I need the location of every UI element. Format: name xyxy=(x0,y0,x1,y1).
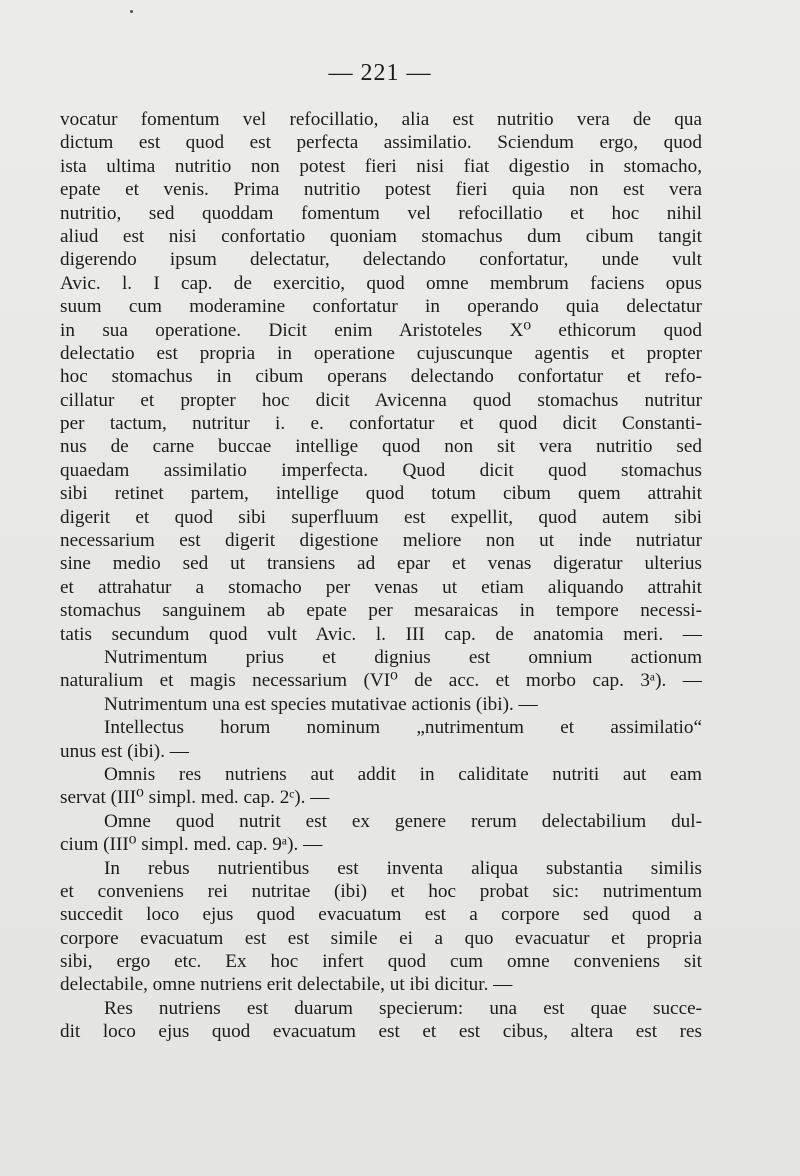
ink-speck xyxy=(130,10,133,13)
text-line: naturalium et magis necessarium (VI⁰ de acc. et morbo cap. 3ᵃ). — xyxy=(60,670,702,692)
text-line: delectatio est propria in operatione cujuscunque agentis et propter xyxy=(60,342,702,364)
text-line: et conveniens rei nutritae (ibi) et hoc probat sic: nutrimentum xyxy=(60,880,702,902)
text-line: nus de carne buccae intellige quod non sit vera nutritio sed xyxy=(60,436,702,458)
text-line: succedit loco ejus quod evacuatum est a corpore sed quod a xyxy=(60,904,702,926)
text-line: dictum est quod est perfecta assimilatio. Sciendum ergo, quod xyxy=(60,132,702,154)
text-line: digerendo ipsum delectatur, delectando confortatur, unde vult xyxy=(60,249,702,271)
text-line: sibi, ergo etc. Ex hoc infert quod cum omne conveniens sit xyxy=(60,951,702,973)
text-line: hoc stomachus in cibum operans delectando confortatur et refo- xyxy=(60,366,702,388)
entry-heading-line: Omnis res nutriens aut addit in caliditate nutriti aut eam xyxy=(104,763,702,785)
text-line: in sua operatione. Dicit enim Aristoteles X⁰ ethicorum quod xyxy=(60,319,702,341)
text-line: corpore evacuatum est est simile ei a quo evacuatur et propria xyxy=(60,927,702,949)
entry-heading-line: In rebus nutrientibus est inventa aliqua substantia similis xyxy=(104,857,702,879)
entry-heading-line: Omne quod nutrit est ex genere rerum delectabilium dul- xyxy=(104,810,702,832)
text-line: Avic. l. I cap. de exercitio, quod omne membrum faciens opus xyxy=(60,272,702,294)
text-line: vocatur fomentum vel refocillatio, alia est nutritio vera de qua xyxy=(60,109,702,130)
entry-heading-line: Res nutriens est duarum specierum: una est quae succe- xyxy=(104,997,702,1019)
body-text xyxy=(60,108,702,1044)
text-line: tatis secundum quod vult Avic. l. III cap. de anatomia meri. — xyxy=(60,623,702,645)
text-line: cillatur et propter hoc dicit Avicenna quod stomachus nutritur xyxy=(60,389,702,411)
text-line: delectabile, omne nutriens erit delectabile, ut ibi dicitur. — xyxy=(60,974,513,996)
entry-heading-line: Nutrimentum una est species mutativae actionis (ibi). — xyxy=(104,693,538,715)
text-line: ista ultima nutritio non potest fieri nisi fiat digestio in stomacho, xyxy=(60,155,702,177)
text-line: dit loco ejus quod evacuatum est et est cibus, altera est res xyxy=(60,1021,702,1043)
text-line: epate et venis. Prima nutritio potest fieri quia non est vera xyxy=(60,179,702,201)
text-line: sine medio sed ut transiens ad epar et venas digeratur ulterius xyxy=(60,553,702,575)
text-line: servat (III⁰ simpl. med. cap. 2ᶜ). — xyxy=(60,787,330,809)
page-number: — 221 — xyxy=(328,60,432,86)
text-line: nutritio, sed quoddam fomentum vel refocillatio et hoc nihil xyxy=(60,202,702,224)
entry-heading-line: Nutrimentum prius et dignius est omnium actionum xyxy=(104,646,702,668)
text-line: unus est (ibi). — xyxy=(60,740,189,762)
text-line: necessarium est digerit digestione meliore non ut inde nutriatur xyxy=(60,530,702,552)
text-line: quaedam assimilatio imperfecta. Quod dicit quod stomachus xyxy=(60,459,702,481)
text-line: cium (III⁰ simpl. med. cap. 9ᵃ). — xyxy=(60,834,323,856)
text-line: aliud est nisi confortatio quoniam stomachus dum cibum tangit xyxy=(60,225,702,247)
entry-heading-line: Intellectus horum nominum „nutrimentum et assimilatio“ xyxy=(104,717,702,739)
text-line: et attrahatur a stomacho per venas ut etiam aliquando attrahit xyxy=(60,576,702,598)
text-line: suum cum moderamine confortatur in operando quia delectatur xyxy=(60,296,702,318)
text-line: per tactum, nutritur i. e. confortatur et quod dicit Constanti- xyxy=(60,413,702,435)
text-line: sibi retinet partem, intellige quod totum cibum quem attrahit xyxy=(60,483,702,505)
text-line: stomachus sanguinem ab epate per mesaraicas in tempore necessi- xyxy=(60,600,702,622)
text-line: digerit et quod sibi superfluum est expellit, quod autem sibi xyxy=(60,506,702,528)
